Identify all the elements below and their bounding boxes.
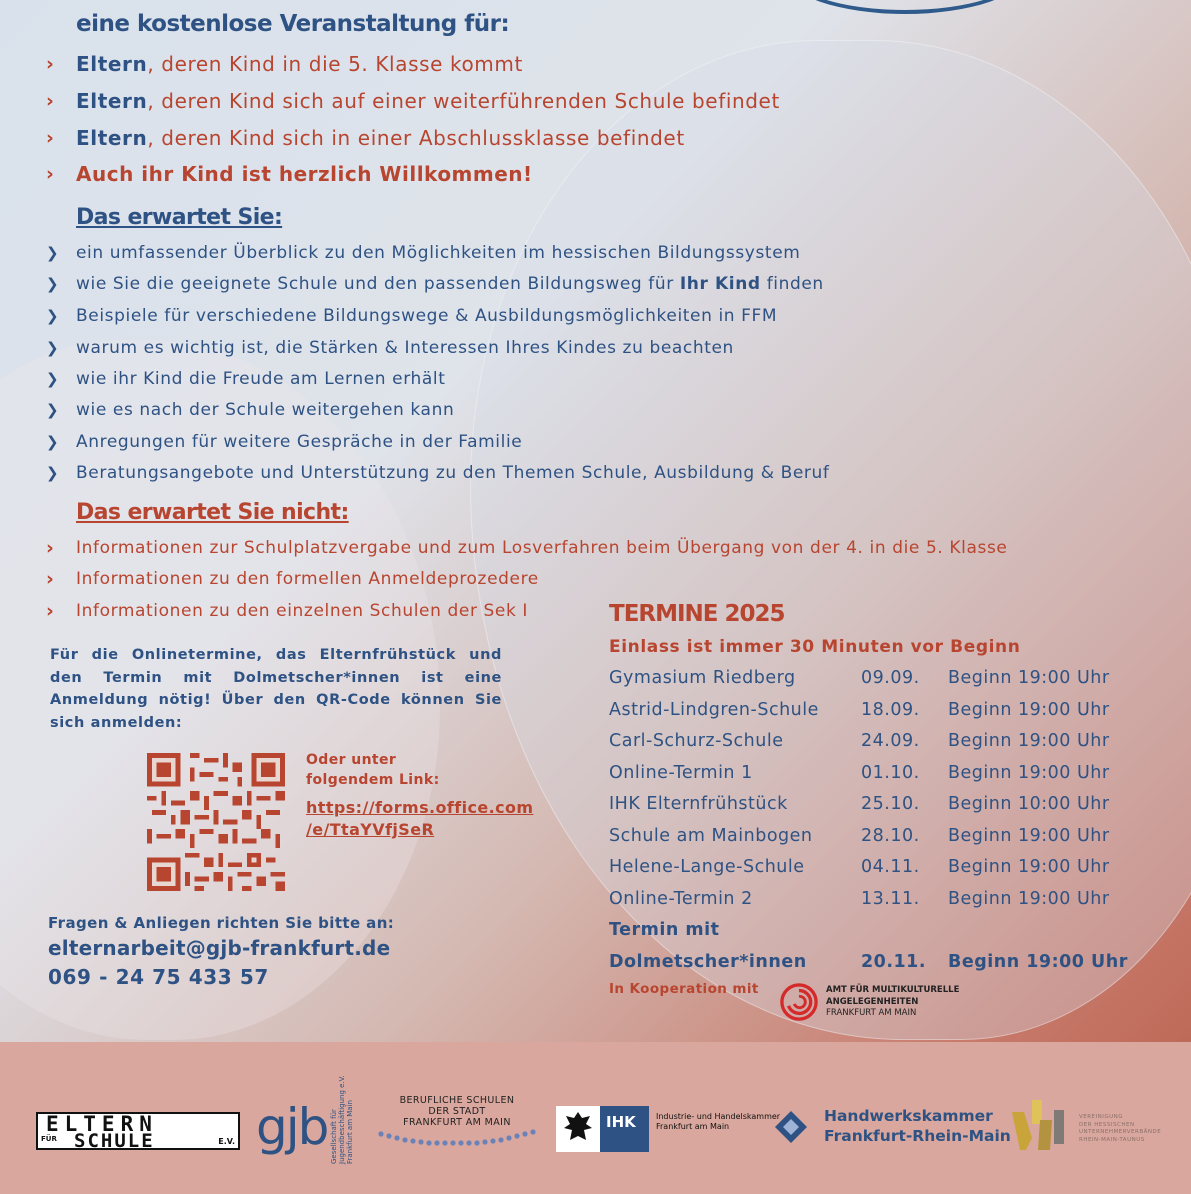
expect-item-text: Anregungen für weitere Gespräche in der Familie <box>76 432 523 452</box>
chevron-right-icon: › <box>46 53 54 75</box>
logo-text: VEREINIGUNG <box>1079 1114 1124 1120</box>
expect-item-text: wie ihr Kind die Freude am Lernen erhält <box>76 369 446 389</box>
termin-time: Beginn 19:00 Uhr <box>948 889 1110 909</box>
expect-item <box>46 432 522 452</box>
logo-text: FRANKFURT AM MAIN <box>403 1117 511 1128</box>
audience-item-bold: Eltern <box>76 89 148 113</box>
expect-item <box>46 463 829 483</box>
chevron-right-icon: › <box>46 90 54 112</box>
termin-place: Schule am Mainbogen <box>609 826 813 846</box>
expect-item-text: wie es nach der Schule weitergehen kann <box>76 400 455 420</box>
cooperation-label: In Kooperation mit <box>609 981 759 997</box>
or-link-label <box>306 750 440 790</box>
amt-logo-text <box>826 985 959 1020</box>
vhu-logo-text <box>1079 1114 1161 1144</box>
not-expect-item-text: Informationen zu den formellen Anmeldeprozedere <box>76 569 539 589</box>
registration-note: Für die Onlinetermine, das Elternfrühstück und den Termin mit Dolmetscher*innen ist eine Anmeldung nötig! Über den QR-Code können Sie sich anmelden: <box>50 647 502 731</box>
contact-label: Fragen & Anliegen richten Sie bitte an: <box>48 914 395 932</box>
audience-item <box>46 126 685 150</box>
termin-time: Beginn 10:00 Uhr <box>948 794 1110 814</box>
einlass-note: Einlass ist immer 30 Minuten vor Beginn <box>609 637 1021 657</box>
expect-item <box>46 338 734 358</box>
registration-link-line[interactable]: /e/TtaYVfjSeR <box>306 820 435 839</box>
audience-item-text: , deren Kind sich in einer Abschlussklasse befindet <box>147 126 685 150</box>
termin-place: Online-Termin 1 <box>609 763 753 783</box>
vhu-logo-icon <box>1010 1098 1074 1152</box>
expect-item <box>46 306 777 326</box>
gjb-logo: gjb <box>256 1098 328 1156</box>
expect-item-text: warum es wichtig ist, die Stärken & Interessen Ihres Kindes zu beachten <box>76 338 734 358</box>
expect-item-text: finden <box>760 274 824 294</box>
qr-code[interactable] <box>147 753 285 891</box>
ihk-logo-text: IHK <box>600 1106 649 1152</box>
logo-text: DER HESSISCHEN <box>1079 1121 1135 1128</box>
audience-item-bold: Eltern <box>76 52 148 76</box>
chevron-right-icon: ❯ <box>46 244 59 262</box>
expect-item-text: Beispiele für verschiedene Bildungswege & Ausbildungsmöglichkeiten in FFM <box>76 306 778 326</box>
not-expect-item <box>46 600 528 622</box>
amt-line: AMT FÜR MULTIKULTURELLE <box>826 985 960 995</box>
chevron-right-icon: › <box>46 537 54 559</box>
welcome-text: Auch ihr Kind ist herzlich Willkommen! <box>76 162 533 186</box>
termine-heading: TERMINE 2025 <box>609 601 785 627</box>
termin-time: Beginn 19:00 Uhr <box>948 857 1110 877</box>
or-link-label-line: Oder unter <box>306 752 397 768</box>
expect-item-text: ein umfassender Überblick zu den Möglichkeiten im hessischen Bildungssystem <box>76 243 801 263</box>
chevron-right-icon: › <box>46 568 54 590</box>
logo-text: UNTERNEHMERVERBÄNDE <box>1079 1129 1162 1135</box>
registration-link[interactable] <box>306 797 533 841</box>
not-expect-heading: Das erwartet Sie nicht: <box>76 500 349 525</box>
logo-text: Frankfurt am Main <box>656 1122 730 1131</box>
chevron-right-icon: › <box>46 127 54 149</box>
termin-place: Helene-Lange-Schule <box>609 857 805 877</box>
eltern-fuer-schule-logo <box>36 1112 240 1150</box>
termin-time: Beginn 19:00 Uhr <box>948 952 1128 972</box>
chevron-right-icon: ❯ <box>46 464 59 482</box>
logo-text: ELTERN <box>46 1112 158 1136</box>
logo-text: E.V. <box>218 1137 235 1146</box>
contact-phone[interactable]: 069 - 24 75 433 57 <box>48 965 269 989</box>
termin-date: 24.09. <box>861 731 920 751</box>
not-expect-item-text: Informationen zur Schulplatzvergabe und zum Losverfahren beim Übergang von der 4. in die 5. Klasse <box>76 538 1008 558</box>
logo-text: RHEIN-MAIN-TAUNUS <box>1079 1136 1145 1143</box>
chevron-right-icon: ❯ <box>46 370 59 388</box>
termin-date: 01.10. <box>861 763 920 783</box>
not-expect-item-text: Informationen zu den einzelnen Schulen der Sek I <box>76 601 529 621</box>
registration-link-line[interactable]: https://forms.office.com <box>306 798 534 817</box>
logo-text: FÜR <box>41 1135 57 1143</box>
intro-heading: eine kostenlose Veranstaltung für: <box>76 11 510 37</box>
or-link-label-line: folgendem Link: <box>306 772 440 788</box>
expect-item <box>46 243 800 263</box>
contact-email[interactable]: elternarbeit@gjb-frankfurt.de <box>48 936 391 960</box>
termin-place: Termin mit <box>609 920 720 940</box>
eagle-icon <box>556 1106 600 1152</box>
termin-place: IHK Elternfrühstück <box>609 794 788 814</box>
expect-item-bold: Ihr Kind <box>679 274 761 294</box>
logo-text: DER STADT <box>428 1106 486 1117</box>
termin-date: 18.09. <box>861 700 920 720</box>
termin-place: Online-Termin 2 <box>609 889 753 909</box>
expect-item <box>46 274 824 294</box>
chevron-right-icon: ❯ <box>46 275 59 293</box>
logo-text: BERUFLICHE SCHULEN <box>399 1095 515 1106</box>
termin-place: Carl-Schurz-Schule <box>609 731 784 751</box>
logo-text: SCHULE <box>74 1130 155 1152</box>
termin-time: Beginn 19:00 Uhr <box>948 763 1110 783</box>
termin-time: Beginn 19:00 Uhr <box>948 668 1110 688</box>
top-ring-decoration <box>785 0 1025 14</box>
chevron-right-icon: ❯ <box>46 339 59 357</box>
termin-time: Beginn 19:00 Uhr <box>948 700 1110 720</box>
not-expect-item <box>46 537 1007 559</box>
termin-date: 28.10. <box>861 826 920 846</box>
chevron-right-icon: ❯ <box>46 433 59 451</box>
termin-place: Dolmetscher*innen <box>609 952 807 972</box>
chevron-right-icon: › <box>46 163 54 185</box>
audience-item-text: , deren Kind in die 5. Klasse kommt <box>147 52 523 76</box>
logo-text: Industrie- und Handelskammer <box>656 1112 781 1121</box>
expect-item <box>46 400 454 420</box>
audience-item-text: , deren Kind sich auf einer weiterführenden Schule befindet <box>147 89 780 113</box>
termin-place: Astrid-Lindgren-Schule <box>609 700 819 720</box>
expect-item <box>46 369 446 389</box>
not-expect-item <box>46 568 539 590</box>
expect-item-text: wie Sie die geeignete Schule und den passenden Bildungsweg für <box>76 274 680 294</box>
amt-line: FRANKFURT AM MAIN <box>826 1008 917 1018</box>
expect-item-text: Beratungsangebote und Unterstützung zu den Themen Schule, Ausbildung & Beruf <box>76 463 830 483</box>
chevron-right-icon: ❯ <box>46 401 59 419</box>
logo-text: Frankfurt-Rhein-Main <box>824 1127 1011 1145</box>
ihk-logo <box>556 1106 649 1152</box>
termin-place: Gymasium Riedberg <box>609 668 796 688</box>
hwk-diamond-icon <box>774 1110 808 1144</box>
berufliche-schulen-logo <box>372 1095 542 1151</box>
audience-item <box>46 52 523 76</box>
audience-item-bold: Eltern <box>76 126 148 150</box>
chevron-right-icon: › <box>46 600 54 622</box>
pearl-chain-icon <box>377 1128 537 1148</box>
ihk-logo-caption <box>656 1112 780 1132</box>
handwerkskammer-logo <box>824 1106 1011 1146</box>
termin-date: 20.11. <box>861 952 927 972</box>
termin-time: Beginn 19:00 Uhr <box>948 731 1110 751</box>
termin-date: 04.11. <box>861 857 920 877</box>
audience-item <box>46 89 780 113</box>
amt-spiral-logo-icon <box>780 983 818 1021</box>
chevron-right-icon: ❯ <box>46 307 59 325</box>
gjb-logo-subtitle: Gesellschaft für Jugendbeschäftigung e.V. Frankfurt am Main <box>330 1075 354 1164</box>
termin-date: 25.10. <box>861 794 920 814</box>
welcome-item <box>46 162 533 186</box>
termin-date: 13.11. <box>861 889 920 909</box>
amt-line: ANGELEGENHEITEN <box>826 996 919 1007</box>
expect-heading: Das erwartet Sie: <box>76 205 283 230</box>
logo-text: Handwerkskammer <box>824 1107 993 1125</box>
termin-time: Beginn 19:00 Uhr <box>948 826 1110 846</box>
termin-date: 09.09. <box>861 668 920 688</box>
